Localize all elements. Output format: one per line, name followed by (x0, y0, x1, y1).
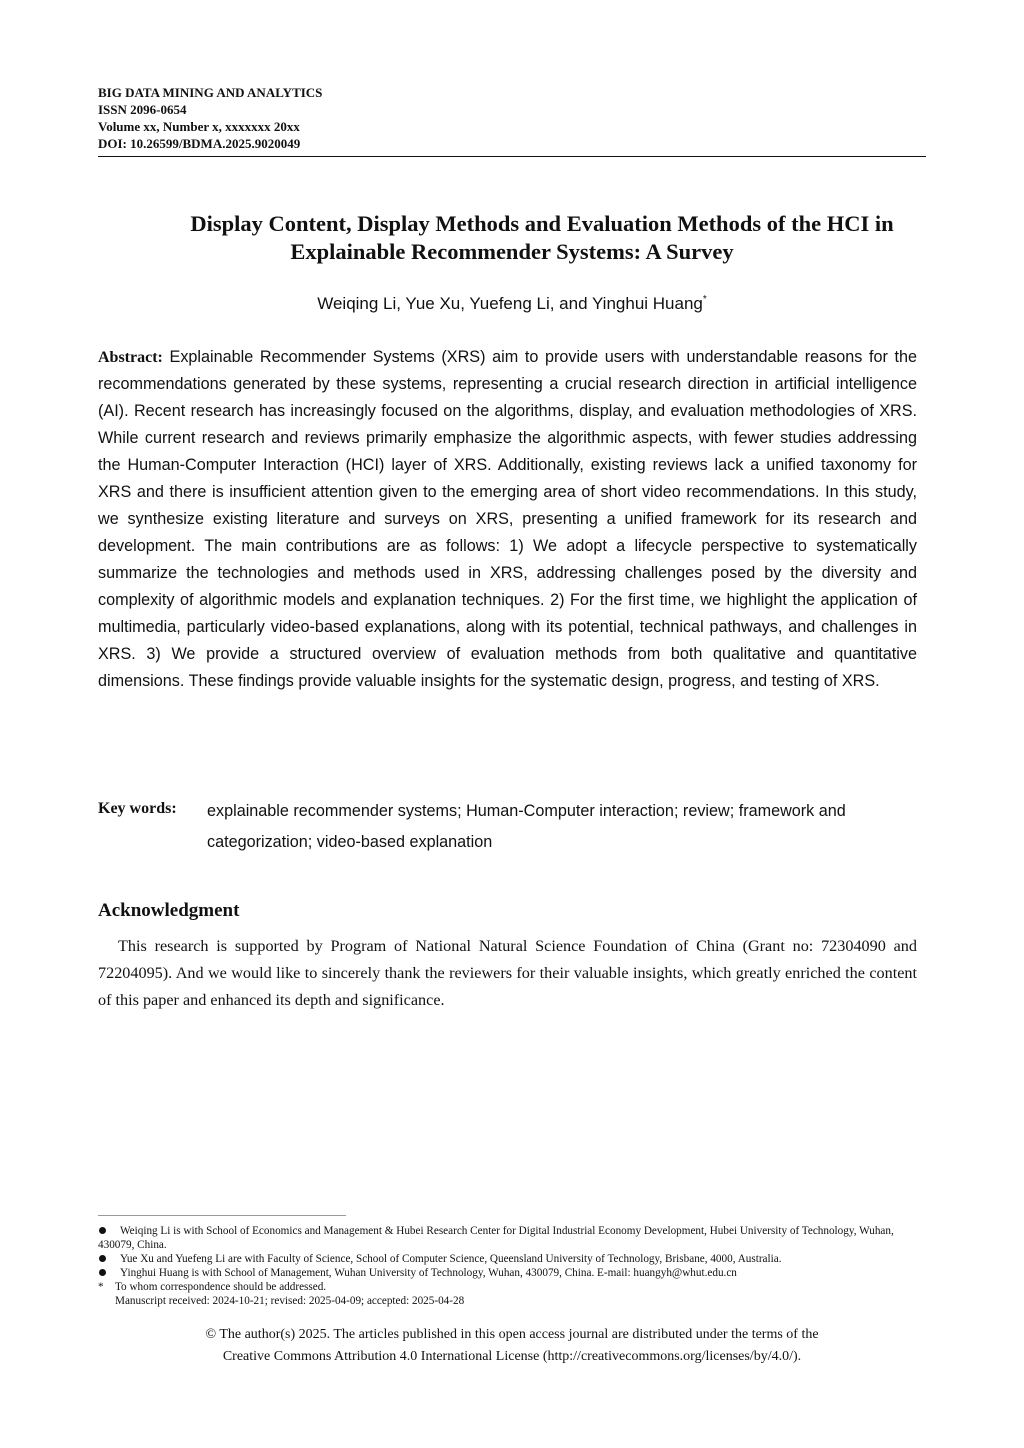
title-line-1: Display Content, Display Methods and Evaluation Methods of the HCI in (190, 211, 894, 236)
bullet-icon (99, 1227, 106, 1234)
journal-volume: Volume xx, Number x, xxxxxxx 20xx (98, 119, 300, 134)
footnote-correspondence: * To whom correspondence should be addressed. (98, 1281, 327, 1293)
corresponding-author-mark: * (702, 294, 707, 305)
journal-name: BIG DATA MINING AND ANALYTICS (98, 85, 323, 100)
footnote-affiliation-3: Yinghui Huang is with School of Management, Wuhan University of Technology, Wuhan, 430079, China. E-mail: huangyh@whut.edu.cn (98, 1266, 926, 1280)
header-divider (98, 156, 926, 157)
author-names: Weiqing Li, Yue Xu, Yuefeng Li, and Yinghui Huang (317, 294, 703, 313)
journal-doi: DOI: 10.26599/BDMA.2025.9020049 (98, 136, 301, 151)
license-line-1: © The author(s) 2025. The articles published in this open access journal are distributed under the terms of the (205, 1327, 819, 1342)
acknowledgment-heading: Acknowledgment (98, 900, 240, 921)
abstract-label: Abstract: (98, 349, 163, 366)
license-notice (98, 1324, 926, 1368)
footnote-divider (98, 1215, 346, 1216)
keywords-text: explainable recommender systems; Human-Computer interaction; review; framework and categorization; video-based explanation (207, 802, 846, 851)
title-line-2: Explainable Recommender Systems: A Survey (290, 239, 734, 264)
correspondence-mark: * (98, 1281, 104, 1293)
bullet-icon (99, 1269, 106, 1276)
footnote-manuscript-dates: Manuscript received: 2024-10-21; revised: 2025-04-09; accepted: 2025-04-28 (115, 1295, 465, 1307)
abstract-text: Explainable Recommender Systems (XRS) aim to provide users with understandable reasons for the recommendations generated by these systems, representing a crucial research direction in artificial intelligence (AI). Recent research has increasingly focused on the algorithms, display, and evaluation methodologies of XRS. While current research and reviews primarily emphasize the algorithmic aspects, with fewer studies addressing the Human-Computer Interaction (HCI) layer of XRS. Additionally, existing reviews lack a unified taxonomy for XRS and there is insufficient attention given to the emerging area of short video recommendations. In this study, we synthesize existing literature and surveys on XRS, presenting a unified framework for its research and development. The main contributions are as follows: 1) We adopt a lifecycle perspective to systematically summarize the technologies and methods used in XRS, addressing challenges posed by the diversity and complexity of algorithmic models and explanation techniques. 2) For the first time, we highlight the application of multimedia, particularly video-based explanations, along with its potential, technical pathways, and challenges in XRS. 3) We provide a structured overview of evaluation methods from both qualitative and quantitative dimensions. These findings provide valuable insights for the systematic design, progress, and testing of XRS. (98, 348, 917, 690)
journal-issn: ISSN 2096-0654 (98, 102, 187, 117)
acknowledgment-text: This research is supported by Program of National Natural Science Foundation of China (Grant no: 72304090 and 72204095). And we would like to sincerely thank the reviewers for their valuable insights, which greatly enriched the content of this paper and enhanced its depth and significance. (98, 937, 917, 1009)
license-line-2: Creative Commons Attribution 4.0 International License (http://creativecommons.org/licenses/by/4.0/). (222, 1349, 802, 1364)
journal-header (98, 84, 322, 152)
footnotes (98, 1224, 926, 1308)
footnote-affiliation-1: Weiqing Li is with School of Economics and Management & Hubei Research Center for Digital Industrial Economy Development, Hubei University of Technology, Wuhan, 430079, China. (98, 1225, 894, 1251)
paper-title (98, 210, 926, 266)
bullet-icon (99, 1255, 106, 1262)
keywords-label: Key words: (98, 800, 177, 817)
abstract (98, 344, 917, 695)
author-list (98, 294, 926, 314)
footnote-affiliation-2: Yue Xu and Yuefeng Li are with Faculty of Science, School of Computer Science, Queensland University of Technology, Brisbane, 4000, Australia. (98, 1252, 926, 1266)
